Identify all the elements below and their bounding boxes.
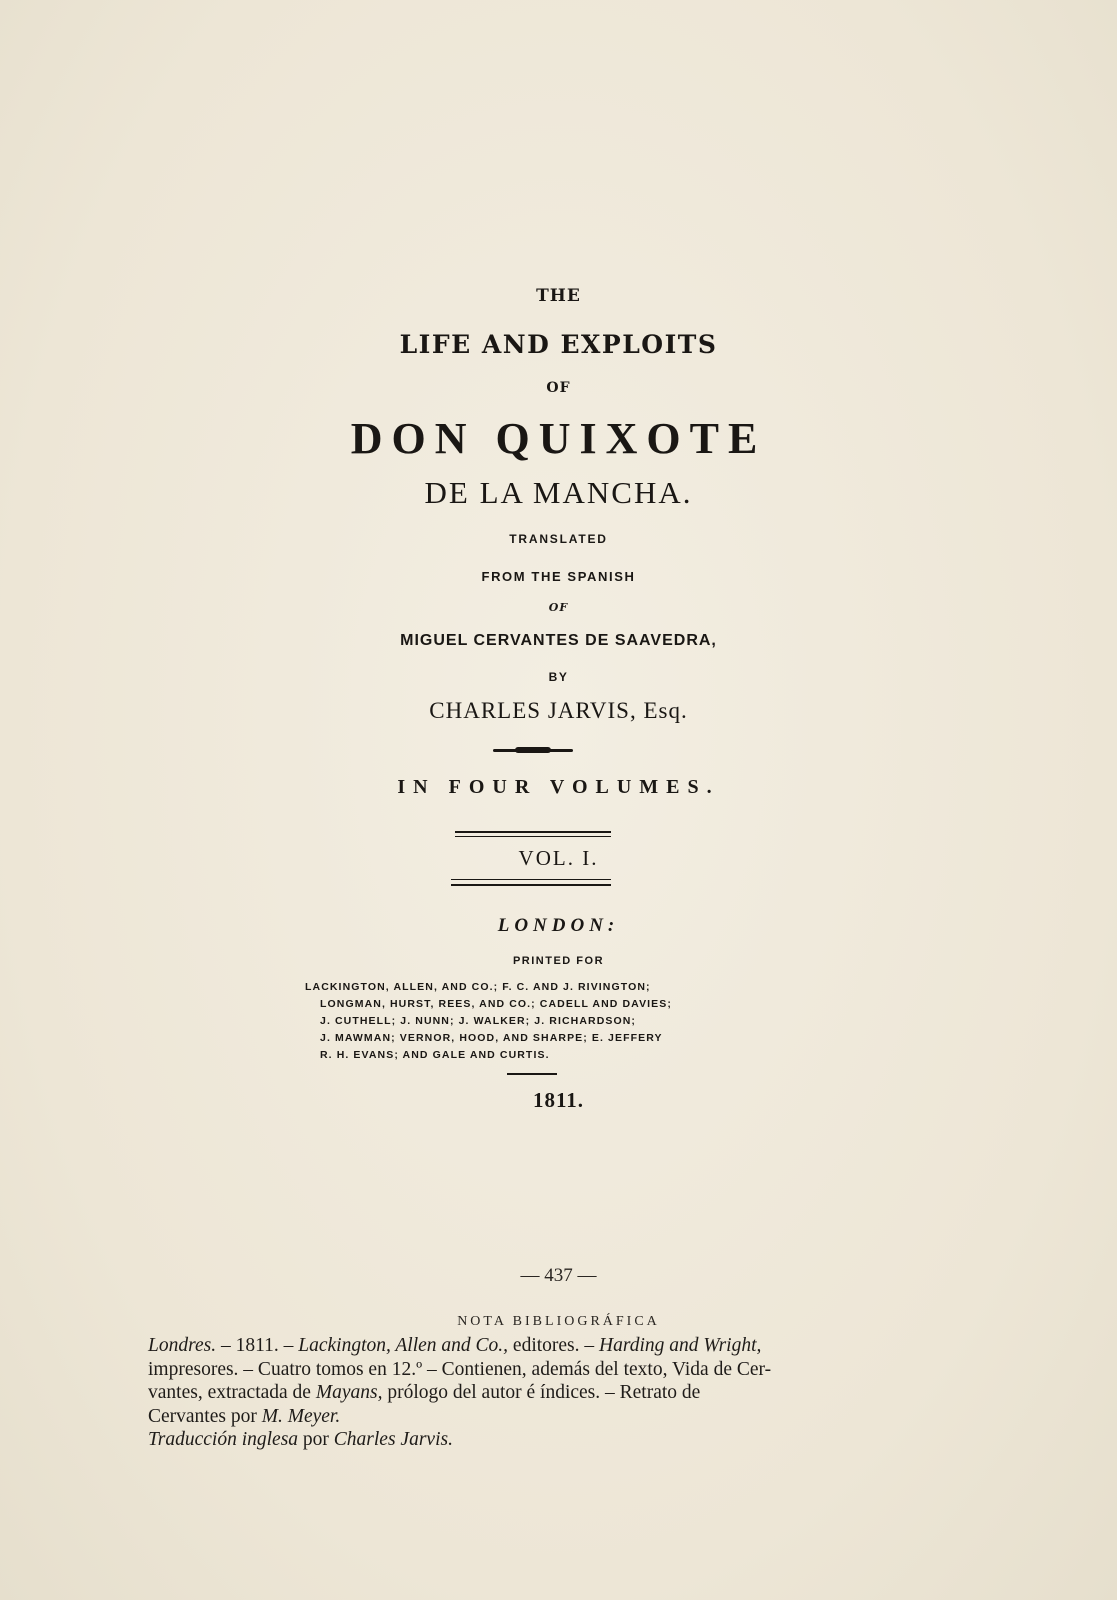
note-translator: Charles Jarvis. xyxy=(333,1429,453,1450)
title-from-the-spanish: FROM THE SPANISH xyxy=(481,569,636,584)
note-line-4 xyxy=(148,1405,908,1429)
author-name: MIGUEL CERVANTES DE SAAVEDRA, xyxy=(400,632,717,649)
publisher-line: J. MAWMAN; VERNOR, HOOD, AND SHARPE; E. JEFFERY xyxy=(320,1032,663,1044)
double-rule-bottom-thin xyxy=(451,879,611,880)
title-de-la-mancha: DE LA MANCHA. xyxy=(424,475,693,510)
note-meyer: M. Meyer. xyxy=(261,1405,341,1427)
publisher-line: R. H. EVANS; AND GALE AND CURTIS. xyxy=(320,1049,550,1061)
note-text: por xyxy=(298,1429,334,1450)
ornamental-rule-center xyxy=(515,747,551,753)
note-year: – 1811. – xyxy=(216,1335,299,1356)
publisher-line: LACKINGTON, ALLEN, AND CO.; F. C. AND J. RIVINGTON; xyxy=(305,981,651,993)
double-rule-top xyxy=(455,831,611,833)
volumes-line: IN FOUR VOLUMES. xyxy=(397,776,720,798)
double-rule-bottom xyxy=(451,884,611,886)
note-printer: Harding and Wright, xyxy=(599,1335,762,1356)
double-rule-top-thin xyxy=(455,836,611,837)
title-life-and-exploits: LIFE AND EXPLOITS xyxy=(399,330,718,359)
bibliographic-note xyxy=(148,1334,908,1452)
note-text: Cervantes por xyxy=(148,1405,262,1427)
note-text: vantes, extractada de xyxy=(148,1382,316,1403)
printed-for: PRINTED FOR xyxy=(512,955,605,967)
publisher-line: LONGMAN, HURST, REES, AND CO.; CADELL AND DAVIES; xyxy=(320,998,672,1010)
page-number: — 437 — xyxy=(520,1265,597,1286)
title-don-quixote: DON QUIXOTE xyxy=(350,414,767,463)
imprint-city: LONDON: xyxy=(497,915,620,936)
note-mayans: Mayans, xyxy=(315,1382,383,1403)
title-translated: TRANSLATED xyxy=(509,532,608,546)
note-line-1 xyxy=(148,1334,908,1358)
publisher-line: J. CUTHELL; J. NUNN; J. WALKER; J. RICHARDSON; xyxy=(320,1015,637,1027)
translator-name: CHARLES JARVIS, Esq. xyxy=(429,698,688,723)
title-the: THE xyxy=(536,286,581,306)
note-line-5 xyxy=(148,1428,908,1452)
small-rule xyxy=(507,1073,557,1075)
title-of-small: OF xyxy=(548,601,569,614)
title-of: OF xyxy=(546,380,571,396)
title-by: BY xyxy=(548,670,569,684)
note-translation: Traducción inglesa xyxy=(148,1429,299,1450)
note-publisher: Lackington, Allen and Co., xyxy=(298,1335,509,1356)
note-line-3 xyxy=(148,1381,908,1405)
note-line-2: impresores. – Cuatro tomos en 12.º – Contienen, además del texto, Vida de Cer- xyxy=(148,1358,772,1380)
bibliographic-note-heading: NOTA BIBLIOGRÁFICA xyxy=(457,1314,660,1329)
note-editores: editores. – xyxy=(508,1335,600,1356)
volume-number: VOL. I. xyxy=(518,846,599,870)
publication-year: 1811. xyxy=(532,1088,585,1112)
note-text: prólogo del autor é índices. – Retrato de xyxy=(382,1382,701,1403)
note-city: Londres. xyxy=(148,1335,217,1356)
